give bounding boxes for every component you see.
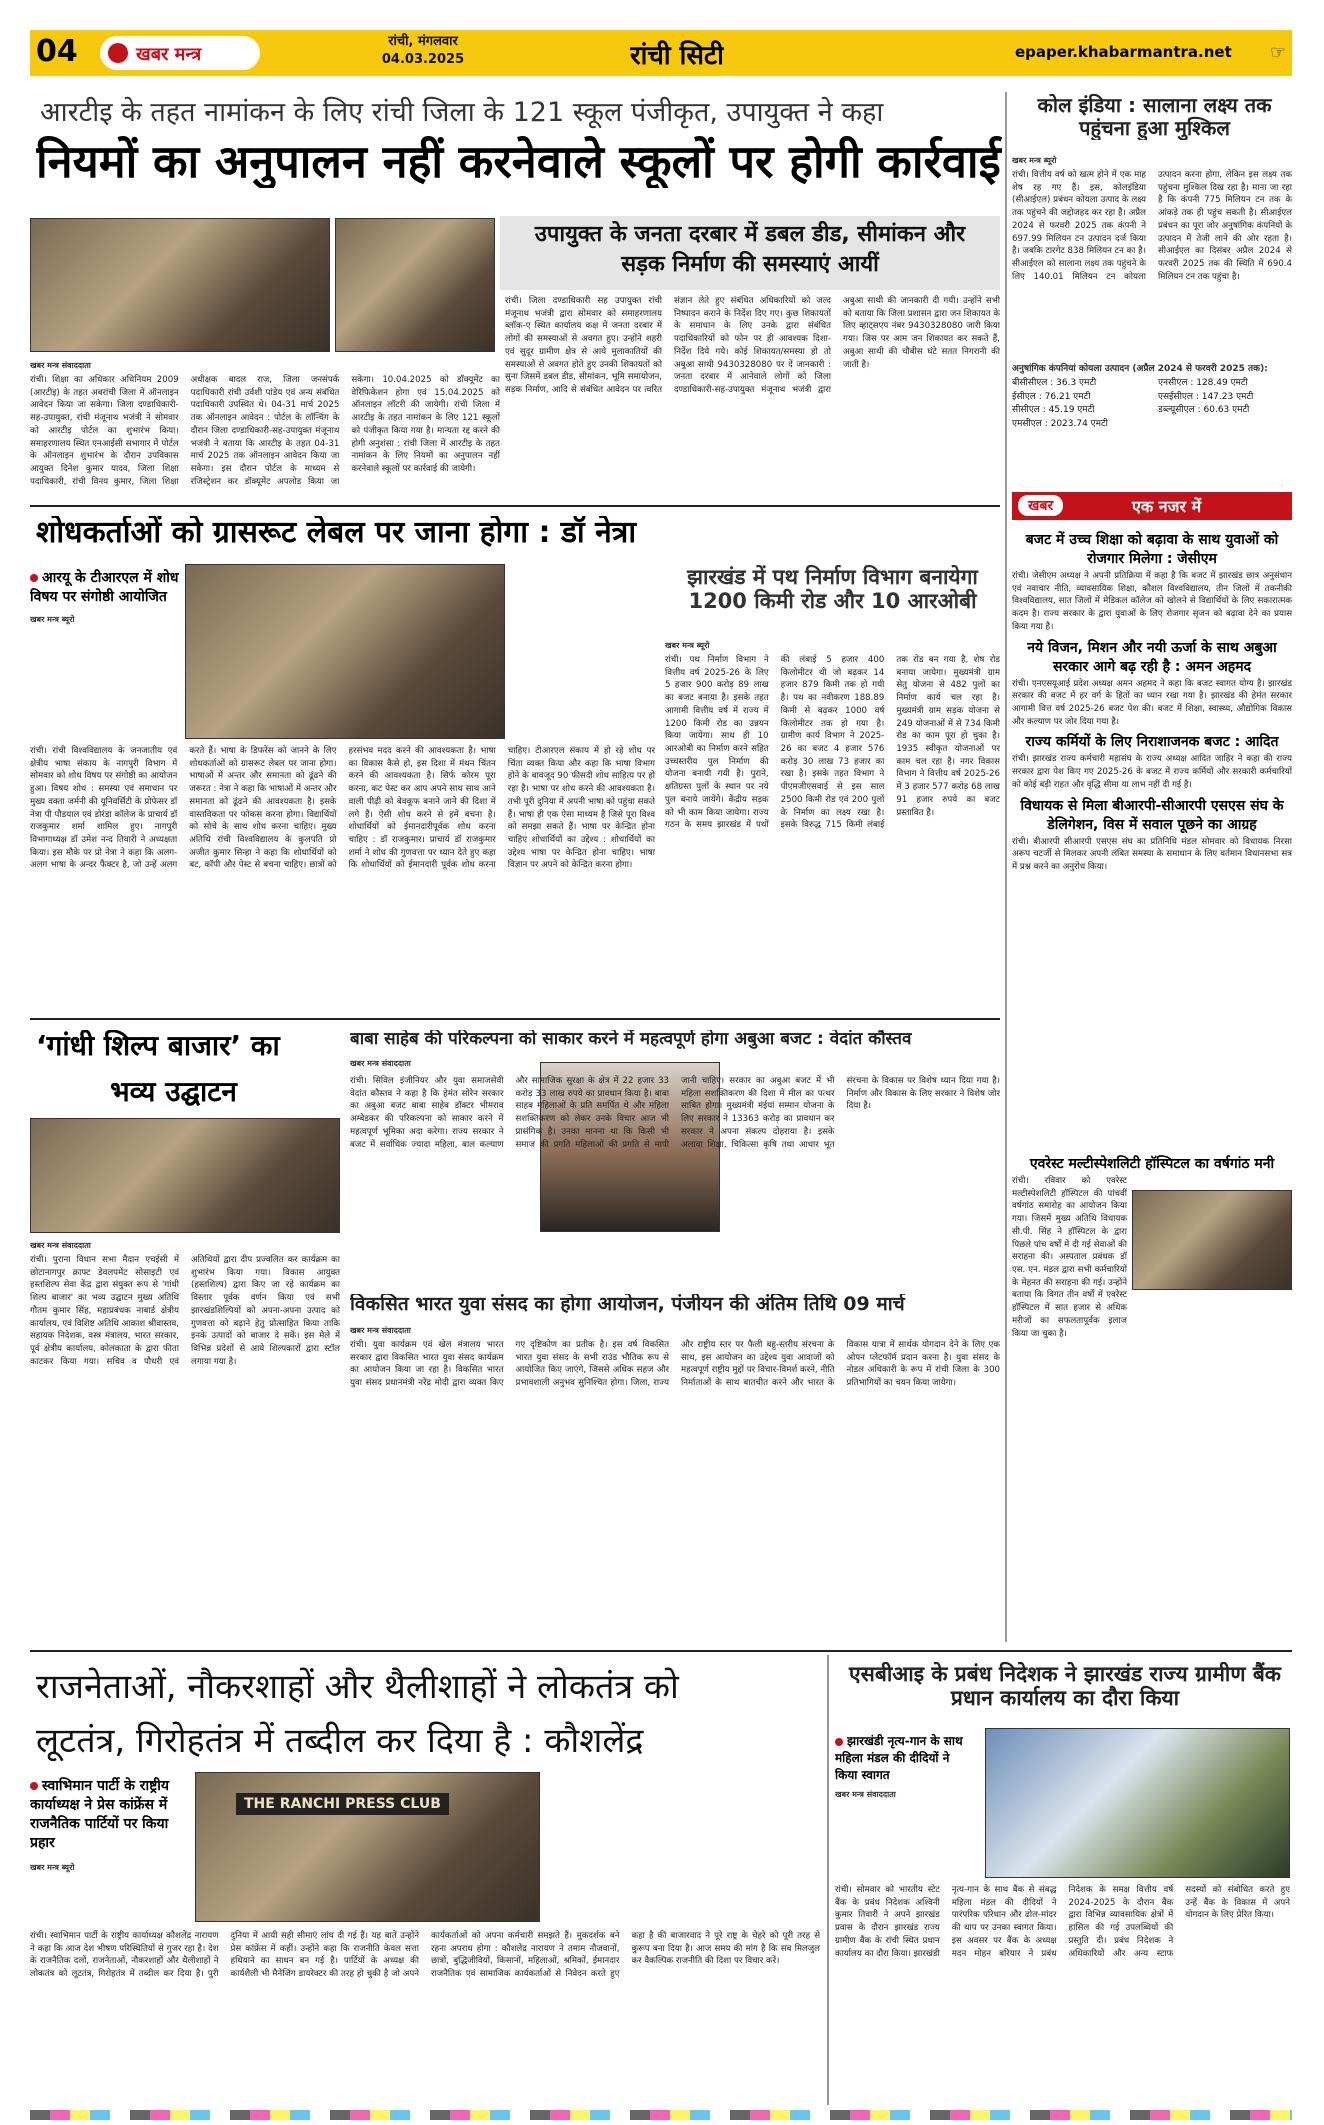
list-item: बीसीसीएल : 36.3 एमटी [1012,378,1097,388]
masthead [30,30,1292,76]
sbi-photo [985,1728,1290,1878]
list-item: एमसीएल : 2023.74 एमटी [1012,418,1108,429]
brief-item [1012,530,1292,634]
gandhi-byline: खबर मन्त्र संवाददाता [30,1241,91,1250]
kaushlendra-side-title [30,1776,190,1852]
issue-date: 04.03.2025 [381,51,465,67]
durbar-headline: उपायुक्त के जनता दरबार में डबल डीड, सीमांकन और सड़क निर्माण की समस्याएं आयीं [534,222,966,277]
list-item: एसईसीएल : 147.23 एमटी [1158,391,1254,402]
lead-text-block [30,360,500,500]
divider [30,1650,1292,1652]
neta-side-title [30,568,180,606]
list-item: ईसीएल : 76.21 एमटी [1012,391,1091,402]
lead-byline: खबर मन्त्र संवाददाता [30,361,91,370]
brief-item [1012,638,1292,729]
list-item: डब्ल्यूसीएल : 60.63 एमटी [1158,405,1250,415]
brief-title: बजट में उच्च शिक्षा को बढ़ावा के साथ युवाओं को रोजगार मिलेगा : जेसीएम [1025,532,1279,567]
brief-body: रांची। झारखंड राज्य कर्मचारी महासंघ के राज्य अध्यक्ष आदित जाहिर ने कहा की राज्य सरकार द्वारा पेश किए गए 2025-26 के बजट में राज्य कर्मियों और सरकारी कर्मचारियों को कोई बड़ी राहत और वृद्धि सीमा या लाभ नहीं दी गई है। [1012,754,1292,790]
divider [30,1018,1000,1020]
print-color-bar [30,2110,1292,2120]
neta-body-cont [510,564,655,739]
list-item: सीसीएल : 45.19 एमटी [1012,405,1095,415]
list-item: एनसीएल : 128.49 एमटी [1158,378,1248,388]
durbar-headline-box [500,216,1000,290]
gandhi-block [30,1240,340,1640]
brand-name: खबर मन्त्र [136,44,202,65]
bullet-icon [835,1738,843,1746]
bullet-icon [30,1782,38,1790]
hospital-photo [1132,1190,1292,1290]
neta-body: रांची। रांची विश्वविद्यालय के जनजातीय एवं क्षेत्रीय भाषा संकाय के नागपुरी विभाग में सोमवार को शोध विषय पर संगोष्ठी का आयोजन हुआ। विषय शोध : समस्या एवं समाधान पर मुख्य वक्ता जर्मनी की यूनिवर्सिटी के प्रोफेसर डॉ नेत्रा पी पौडयाल एवं डोरंडा कॉलेज के प्राचार्य डॉ राजकुमार शर्मा शामिल हुए। नागपुरी विभागाध्यक्ष डॉ उमेश नन्द तिवारी ने अध्यक्षता किया। इस मौके पर प्रो नेत्रा ने कहा कि अलग-अलग भाषा के अन्दर फैक्टर है, जो उन्हें अलग करते हैं। भाषा के डिफरेंस को जानने के लिए शोधकर्ताओं को ग्रासरूट लेबल पर जाना होगा। भाषाओं में अन्तर और समानता को ढूंढने की जरूरत : नेत्रा ने कहा कि भाषाओं में अन्तर और समानता को ढूंढने की आवश्यकता है। इसके वास्तविकता पर फोकस करना होगा। विद्यार्थियों को सोचे के साथ शोध करना चाहिए। मुख्य अतिथि रांची विश्वविद्यालय के कुलपति प्रो अजीत कुमार सिन्हा ने कहा कि शोधार्थियों को बट, कॉपी और पेस्ट से बचना चाहिए। छात्रों को हरसंभव मदद करने की आवश्यकता है। भाषा का विकास कैसे हो, इस दिशा में मंथन चिंतन करने की आवश्यकता है। सिर्फ कोरम पूरा करना, कट पेस्ट कर आप अपने साथ साथ आने वाली पीढ़ी को बेवकूफ बनाने जाने की दिशा में लगे हैं। ऐसी शोध करने से हमें बचना है। शोधार्थियों को ईमानदारीपूर्वक शोध करना चाहिए : डॉ राजकुमार। प्राचार्य डॉ राजकुमार शर्मा ने शोध की गुणवत्ता पर ध्यान देते हुए कहा कि शोधार्थियों को ईमानदारी पूर्वक शोध करना चाहिए। टीआरएल संकाय में हो रहे शोध पर चिंता व्यक्त किया और कहा कि भाषा विभाग होने के बावजूद 90 फीसदी शोध साहित्य पर हो रहा है। भाषा पर शोध करने की आवश्यकता है। तभी पूरी दुनिया में अपनी भाषा को पहुंचा सकते हैं। भाषा ही एक ऐसा माध्यम है जिसे पूरा विश्व को समझा सकते हैं। भाषा पर केन्द्रित होना चाहिए शोधार्थियों का उद्देश्य : शोधार्थियों का उद्देश्य भाषा पर केन्द्रित होना चाहिए। भाषा विज्ञान पर अपने को केन्द्रित करना होगा। [30,746,655,871]
gandhi-body: रांची। पुराना विधान सभा मैदान एचईसी में छोटानागपुर क्राफ्ट डेवलपमेंट सोसाइटी एवं हस्तशिल्प सेवा केंद्र द्वारा संयुक्त रूप से 'गांधी शिल्प बाजार' का भव्य उद्घाटन मुख्य अतिथि गौतम कुमार सिंह, महाप्रबंधक नाबार्ड क्षेत्रीय कार्यालय, एवं विशिष्ट अतिथि आकाश श्रीवास्तव, सहायक निदेशक, वस्त्र मंत्रालय, भारत सरकार, पूर्व क्षेत्रीय कार्यालय, कोलकाता के द्वारा फीता काटकर किया गया। सचिव व पौधरी एवं अतिथियों द्वारा दीप प्रज्वलित कर कार्यक्रम का शुभारंभ किया गया। विकास आयुक्त (हस्तशिल्प) द्वारा किए जा रहे कार्यक्रम का विस्तार पूर्वक वर्णन किया एवं सभी झारखंडशिल्पियों को अपना-अपना उत्पाद को गुणवत्ता को बढ़ाने हेतु प्रोत्साहित किया ताकि इनके उत्पादों को बाजार दे सकें। इस मेले में विभिन्न प्रदेशों से आये शिल्पकारों द्वारा स्टॉल लगाया गया है। [30,1255,340,1367]
vedant-body: रांची। सिविल इंजीनियर और युवा समाजसेवी वेदांत कौस्तव ने कहा है कि हेमंत सोरेन सरकार का अबुआ बजट बाबा साहेब डॉक्टर भीमराव अम्बेडकर की परिकल्पना को साकार करने में महत्वपूर्ण भूमिका अदा करेगा। राज्य सरकार ने बजट में सर्वाधिक ज्यादा महिला, बाल कल्याण और सामाजिक सुरक्षा के क्षेत्र में 22 हजार 33 करोड़ 33 लाख रुपये का प्रावधान किया है। बाबा साहब महिलाओं के प्रति समर्पित थे और महिला सशक्तिकरण को लेकर उनके विचार आज भी प्रासंगिक है। उनका मानना था कि किसी भी समाज की प्रगति महिलाओं की प्रगति से मापी जानी चाहिए। सरकार का अबुआ बजट में भी महिला सशक्तिकरण की दिशा में मील का पत्थर साबित होगा। मुख्यमंत्री मंईयां सम्मान योजना के लिए सरकार ने 13363 करोड़ का प्रावधान कर सरकार ने अपना संकल्प दोहराया है। इसके अलावा शिक्षा, चिकित्सा कृषि तथा आधार भूत संरचना के विकास पर विशेष ध्यान दिया गया है। निर्माण और विकास के लिए सरकार ने विशेष जोर दिया है। [350,1076,1000,1150]
brief-body: रांची। जेसीएम अध्यक्ष ने अपनी प्रतिक्रिया में कहा है कि बजट में झारखंड छात्र अनुसंधान एवं नवाचार नीति, व्यावसायिक शिक्षा, कौशल विश्वविद्यालय, तीन जिलों में तकनीकी विश्वविद्यालय, सात जिलों में मेडिकल कॉलेज को खोलने से विद्यार्थियों के लिए सकारात्मक कदम है। राज्य सरकार के द्वारा युवाओं के लिए रोजगार सृजन को बढ़ावा देने का प्रयास किया गया है। [1012,571,1292,632]
brief-body: रांची। एनएसयूआई प्रदेश अध्यक्ष अमन अहमद ने कहा कि बजट स्वागत योग्य है। झारखंड सरकार की बजट में हर वर्ग के हितों का ध्यान रखा गया है। झारखंड की हेमंत सरकार आगामी वित्त वर्ष 2025-26 बजट पेश की। बजट में शिक्षा, स्वास्थ्य, औद्योगिक विकास और कल्याण पर जोर दिया गया है। [1012,678,1292,727]
tag-khabar: खबर [1018,495,1063,516]
road-body: रांची। पथ निर्माण विभाग ने वित्तीय वर्ष 2025-26 के लिए 5 हजार 900 करोड़ 89 लाख का बजट बनाया है। इसके तहत आगामी वित्तीय वर्ष में राज्य में 1200 किमी रोड का उन्नयन किया जायेगा। साथ ही 10 आरओबी का निर्माण करने सहित उच्चस्तरीय पुल निर्माण की योजना बनायी गयी है। पुराने, क्षतिग्रस्त पुलों के स्थान पर नये पुल बनाये जायेंगे। केंद्रीय सड़क को भी काम किया जायेगा। राज्य गठन के समय झारखंड में पथों की लंबाई 5 हजार 400 किलोमीटर थी जो बढ़कर 14 हजार 879 किमी तक हो गयी है। पथ का नवीकरण 188.89 किमी से बढ़कर 1000 वर्ष किलोमीटर तक हो गया है। ग्रामीण कार्य विभाग ने 2025-26 का बजट 4 हजार 576 करोड़ 30 लाख 73 हजार का रखा है। इसके तहत विभाग ने पीएमजीएसवाई से इस साल 2500 किमी रोड एवं 200 पुलों के निर्माण का लक्ष्य रखा है। इसके विरुद्ध 715 किमी लंबाई तक रोड बन गया है, शेष रोड बनाया जायेगा। मुख्यमंत्री ग्राम सेतु योजना से 482 पुलों का निर्माण कार्य चल रहा है। मुख्यमंत्री ग्राम सड़क योजना से 249 योजनाओं में से 734 किमी रोड का काम पूरा हो चुका है। 1935 स्वीकृत योजनाओं पर काम चल रहा है। नगर विकास विभाग ने वित्तीय वर्ष 2025-26 में 3 हजार 577 करोड़ 68 लाख 91 हजार रुपये का बजट प्रस्तावित है। [665,655,1000,831]
kaushlendra-body-right [550,1772,820,1922]
dateline [348,33,498,68]
section-title: रांची सिटी [630,41,724,71]
coal-list [1012,377,1292,431]
kaushlendra-headline-2: लूटतंत्र, गिरोहतंत्र में तब्दील कर दिया है : कौशलेंद्र [36,1721,644,1761]
hospital-body: रांची। रविवार को एवरेस्ट मल्टीस्पेशलिटी हॉस्पिटल की पांचवीं वर्षगांठ समारोह का आयोजन किया गया। जिसमें मुख्य अतिथि विधायक सी.पी. सिंह ने हॉस्पिटल के द्वारा पिछले पांच वर्षों में दी गई सेवाओं की सराहना की। अस्पताल प्रबंधक डॉ एस. एन. मंडल द्वारा सभी कर्मचारियों के मेहनत की सराहना की गई। उन्होंने बताया कि विगत तीन वर्षों में एवरेस्ट हॉस्पिटल में सात हजार से अधिक मरीजों का सफलतापूर्वक इलाज किया जा चुका है। [1012,1176,1127,1339]
road-headline: झारखंड में पथ निर्माण विभाग बनायेगा 1200 किमी रोड और 10 आरओबी [687,565,978,614]
sbi-body: रांची। सोमवार को भारतीय स्टेट बैंक के प्रबंध निदेशक अश्विनी कुमार तिवारी ने अपने झारखंड प्रवास के दौरान झारखंड राज्य ग्रामीण बैंक के रांची स्थित प्रधान कार्यालय का दौरा किया। झारखंडी नृत्य-गान के साथ बैंक से संबद्ध महिला मंडल की दीदियों ने पारंपरिक परिधान और ढोल-मांदर की थाप पर उनका स्वागत किया। इस अवसर पर बैंक के अध्यक्ष मदन मोहन बरियार ने प्रबंध निदेशक के समक्ष वित्तीय वर्ष 2024-2025 के दौरान बैंक द्वारा विभिन्न व्यावसायिक क्षेत्रों में हासिल की गई उपलब्धियों की प्रस्तुति दी। प्रबंध निदेशक ने अधिकारियों और अन्य स्टाफ सदस्यों को संबोधित करते हुए उन्हें बैंक के विकास में अपने योगदान के लिए प्रेरित किया। [835,1885,1290,1959]
gandhi-headline-2: भव्य उद्घाटन [110,1076,237,1108]
neta-byline: खबर मन्त्र ब्यूरो [30,615,75,624]
lead-photo [30,218,330,352]
briefs-header [1012,492,1292,520]
vbys-headline: विकसित भारत युवा संसद का होगा आयोजन, पंजीयन की अंतिम तिथि 09 मार्च [350,1294,905,1315]
bullet-icon [30,574,38,582]
coal-byline: खबर मन्त्र ब्यूरो [1012,156,1057,165]
lead-photo-2 [335,218,495,352]
city-day: रांची, मंगलवार [388,34,458,49]
sbi-byline: खबर मन्त्र संवाददाता [835,1790,896,1799]
sbi-headline: एसबीआइ के प्रबंध निदेशक ने झारखंड राज्य ग्रामीण बैंक प्रधान कार्यालय का दौरा किया [849,1662,1281,1711]
brief-item [1012,732,1292,791]
divider [827,1655,829,2105]
gandhi-headline-1: ‘गांधी शिल्प बाजार’ का [36,1030,280,1062]
brief-title: विधायक से मिला बीआरपी-सीआरपी एसएस संघ के डेलिगेशन, विस में सवाल पूछने का आग्रह [1020,797,1284,833]
vbys-body: रांची। युवा कार्यक्रम एवं खेल मंत्रालय भारत सरकार द्वारा विकसित भारत युवा संसद कार्यक्रम का आयोजन किया जा रहा है। विकसित भारत युवा संसद प्रधानमंत्री नरेंद्र मोदी द्वारा व्यक्त किए गए दृष्टिकोण का प्रतीक है। इस वर्ष विकसित भारत युवा संसद के सभी राउंड भौतिक रूप से आयोजित किए जाएंगे, जिससे अधिक सहज और प्रभावशाली अनुभव सुनिश्चित होगा। जिला, राज्य और राष्ट्रीय स्तर पर फैली बहु-स्तरीय संरचना के साथ, इस आयोजन का उद्देश्य युवा आवाजों को महत्वपूर्ण राष्ट्रीय मुद्दों पर विचार-विमर्श करने, नीति निर्माताओं के साथ बातचीत करने और भारत के विकास यात्रा में सार्थक योगदान देने के लिए एक ओपन प्लेटफॉर्म प्रदान करना है। युवा संसद के नोडल अधिकारी के रूप में रांची जिला के 300 प्रतिभागियों का चयन किया जायेगा। [350,1340,1000,1389]
neta-photo [185,564,505,739]
hospital-block [1012,1150,1292,1440]
sbi-side [835,1728,975,1858]
kaushlendra-byline: खबर मन्त्र ब्यूरो [30,1863,75,1872]
side-title-text: स्वाभिमान पार्टी के राष्ट्रीय कार्याध्यक्ष ने प्रेस कांफ्रेंस में राजनैतिक पार्टियों पर किया प्रहार [30,1778,169,1851]
brief-title: नये विजन, मिशन और नयी ऊर्जा के साथ अबुआ सरकार आगे बढ़ रही है : अमन अहमद [1027,639,1277,675]
hospital-headline: एवरेस्ट मल्टीस्पेशलिटी हॉस्पिटल का वर्षगांठ मनी [1029,1156,1275,1172]
coal-headline: कोल इंडिया : सालाना लक्ष्य तक पहुंचना हुआ मुश्किल [1037,94,1272,140]
vedant-headline: बाबा साहेब की परिकल्पना को साकार करने में महत्वपूर्ण होगा अबुआ बजट : वेदांत कौस्तव [350,1030,912,1049]
neta-headline: शोधकर्ताओं को ग्रासरूट लेबल पर जाना होगा : डॉ नेत्रा [36,516,637,550]
epaper-link[interactable]: epaper.khabarmantra.net [1015,43,1232,61]
kaushlendra-photo [195,1772,540,1922]
kaushlendra-body: रांची। स्वाभिमान पार्टी के राष्ट्रीय कार्याध्यक्ष कौशलेंद्र नारायण ने कहा कि आज देश भीषण परिस्थितियों से गुजर रहा है। देश के राजनैतिक दलों, राजनेताओं, नौकरशाहों और थैलीशाहों ने लोकतंत्र को लूटतंत्र, गिरोहतंत्र में तब्दील कर दिया है। पुरी दुनिया में आयी सही सीमाएं लांघ दी गई हैं। यह बातें उन्होंने प्रेस कांफ्रेंस में कहीं। उन्होंने कहा कि राजनीति केवल सत्ता हथियाने का साधन बन गई है। पार्टियों के अध्यक्ष की कार्यशैली भी मैनेजिंग डायरेक्टर की तरह हो चुकी है जो अपने कार्यकर्ताओं को अपना कर्मचारी समझते हैं। मुकदर्शक बने रहना अपराध होगा : कौशलेंद्र नारायण ने तमाम नौजवानों, छात्रों, बुद्धिजीवियों, किसानों, महिलाओं, श्रमिकों, ईमानदार राजनैतिक एवं सामाजिक कार्यकर्ताओं से निवेदन करते हुए कहा है की बाजारवाद ने पूरे राष्ट्र के चेहरे को पूरी तरह से कुरूप बना दिया है। आज समय की मांग है कि सब मिलजुल कर वैकल्पिक राजनीति की दिशा पर विचार करें। [30,1931,820,1980]
side-title-text: आरयू के टीआरएल में शोध विषय पर संगोष्ठी आयोजित [30,570,179,605]
sbi-side-title [835,1732,975,1783]
lead-headline: नियमों का अनुपालन नहीं करनेवाले स्कूलों पर होगी कार्रवाई [36,136,1001,188]
brief-item [1012,796,1292,874]
divider [30,505,1000,507]
logo-icon [108,43,128,63]
briefs-list [1012,526,1292,1146]
brief-title: राज्य कर्मियों के लिए निराशाजनक बजट : आदित [1025,734,1279,751]
brand-logo [100,36,260,70]
cursor-icon: ☞ [1270,42,1287,63]
coal-sub: अनुषांगिक कंपनियां कोयला उत्पादन (अप्रैल 2024 से फरवरी 2025 तक): [1012,364,1268,374]
tag-nazar: एक नजर में [1132,497,1202,516]
lead-body: रांची। शिक्षा का अधिकार अधिनियम 2009 (आरटीइ) के तहत अबरांची जिला में ऑनलाइन आवेदन किया जा सकेगा। जिला दण्डाधिकारी-सह-उपायुक्त, रांची मंजूनाथ भजंत्री ने सोमवार को आरटीइ पोर्टल का शुभारंभ किया। समाहरणालय स्थित एनआईसी सभागार में पोर्टल के ऑनलाइन शुभारंभ के दौरान उपविकास आयुक्त दिनेश कुमार यादव, जिला शिक्षा पदाधिकारी, रांची विनय कुमार, जिला शिक्षा अधीक्षक बादल राज, जिला जनसंपर्क पदाधिकारी रांची उर्वशी पांडेय एवं अन्य संबंधित पदाधिकारी उपस्थित थे। 04-31 मार्च 2025 तक ऑनलाइन आवेदन : पोर्टल के लॉन्चिंग के दौरान जिला दण्डाधिकारी-सह-उपायुक्त मंजूनाथ भजंत्री ने बताया कि आरटीइ के तहत 04-31 मार्च 2025 तक ऑनलाइन आवेदन किया जा सकेगा। इस दौरान पोर्टल के माध्यम से रजिस्ट्रेशन कर डॉक्यूमेंट अपलोड किया जा सकेगा। 10.04.2025 को डॉक्यूमेंट का वेरिफिकेशन होगा एवं 15.04.2025 को ऑनलाइन लॉटरी की जायेगी। रांची जिला में आरटीइ के तहत नामांकन के लिए 121 स्कूलों को पंजीकृत किया गया है। मान्यता रद्द करने की होगी अनुशंसा : रांची जिला में आरटीइ के तहत नामांकन के लिए नियमों का अनुपालन नहीं करनेवाले स्कूलों पर कार्रवाई की जायेगी। [30,375,500,487]
kaushlendra-headline-1: राजनेताओं, नौकरशाहों और थैलीशाहों ने लोकतंत्र को [36,1667,679,1707]
vedant-byline: खबर मन्त्र संवाददाता [350,1059,411,1068]
brief-body: रांची। बीआरपी सीआरपी एसएस संघ का प्रतिनिधि मंडल सोमवार को विधायक निरसा अरूप चटर्जी से मिलकर अपनी लंबित समस्या के समाधान के लिए वर्तमान विधानसभा सत्र में प्रश्न करने का अनुरोध किया। [1012,836,1292,873]
coal-block [1012,155,1292,485]
divider [1005,92,1007,1642]
vbys-byline: खबर मन्त्र संवाददाता [350,1326,411,1335]
page-number: 04 [36,34,78,69]
side-title-text: झारखंडी नृत्य-गान के साथ महिला मंडल की दीदियों ने किया स्वागत [835,1734,963,1782]
vbys-block [350,1325,1000,1645]
coal-body: रांची। वित्तीय वर्ष को खत्म होने में एक माह शेष रह गए हैं। इस, कोलइंडिया (सीआईएल) प्रबंधन कोयला उत्पाद के लक्ष्य तक पहुंचने की जद्दोजहद कर रहा है। अप्रैल 2024 से फरवरी 2025 तक कंपनी ने 697.99 मिलियन टन उत्पादन दर्ज किया है। जबकि टारगेट 838 मिलियन टन का है। सीआईएल को सालाना लक्ष्य तक पहुंचने के लिए 140.01 मिलियन टन कोयला उत्पादन करना होगा, लेकिन इस लक्ष्य तक पहुंचना मुश्किल दिख रहा है। माना जा रहा है कि कंपनी 775 मिलियन टन तक के आंकड़े तक ही पहुंच सकती है। सीआईएल प्रबंधन का पूरा जोर अनुषांगिक कंपनियों के उत्पादन में तेजी लाने की ओर रहता है। सीआईएल का दिसंबर अप्रैल 2024 से फरवरी 2025 तक की स्थिति में 690.4 मिलियन टन तक पहुंचा है। [1012,170,1292,282]
gandhi-photo [30,1118,340,1233]
lead-kicker: आरटीइ के तहत नामांकन के लिए रांची जिला के 121 स्कूल पंजीकृत, उपायुक्त ने कहा [40,97,884,128]
press-banner: THE RANCHI PRESS CLUB [236,1793,449,1815]
road-block [665,640,1000,1015]
durbar-body: रांची। जिला दण्डाधिकारी सह उपायुक्त रांची मंजूनाथ भजंत्री द्वारा सोमवार को समाहरणालय ब्लॉक-ए स्थित कार्यालय कक्ष में जनता दरबार में लोगों की समस्याओं से अवगत हुए। उन्होंने शहरी एवं सुदूर ग्रामीण क्षेत्र से आये मुलाकातियों की समस्याओं से अवगत होते हुए उनकी शिकायतों को सुना जिसमें डबल डीड, सीमांकन, भूमि समायोजन, सड़क निर्माण, आदि से संबंधित आवेदन पर त्वरित संज्ञान लेते हुए संबंधित अधिकारियों को जल्द निष्पादन कराने के निर्देश दिए गए। कुछ शिकायतों के समाधान के लिए उनके द्वारा संबंधित पदाधिकारियों को फोन पर ही आवश्यक दिशा-निर्देश दिये गये। कोई शिकायत/समस्या हो तो अबुआ साथी 9430328080 पर दें जानकारी : जनता दरबार में आनेवाले लोगों को जिला दण्डाधिकारी-सह-उपायुक्त मंजूनाथ भजंत्री द्वारा अबुआ साथी की जानकारी दी गयी। उन्होंने सभी को बताया कि जिला प्रशासन द्वारा जन शिकायत के लिए व्हाट्सएप नंबर 9430328080 जारी किया गया। जिस पर आम जन शिकायत कर सकते हैं, अबुआ साथी की चौबीस घंटे सतत निगरानी की जाती है। [505,296,1000,396]
road-byline: खबर मन्त्र ब्यूरो [665,641,710,650]
